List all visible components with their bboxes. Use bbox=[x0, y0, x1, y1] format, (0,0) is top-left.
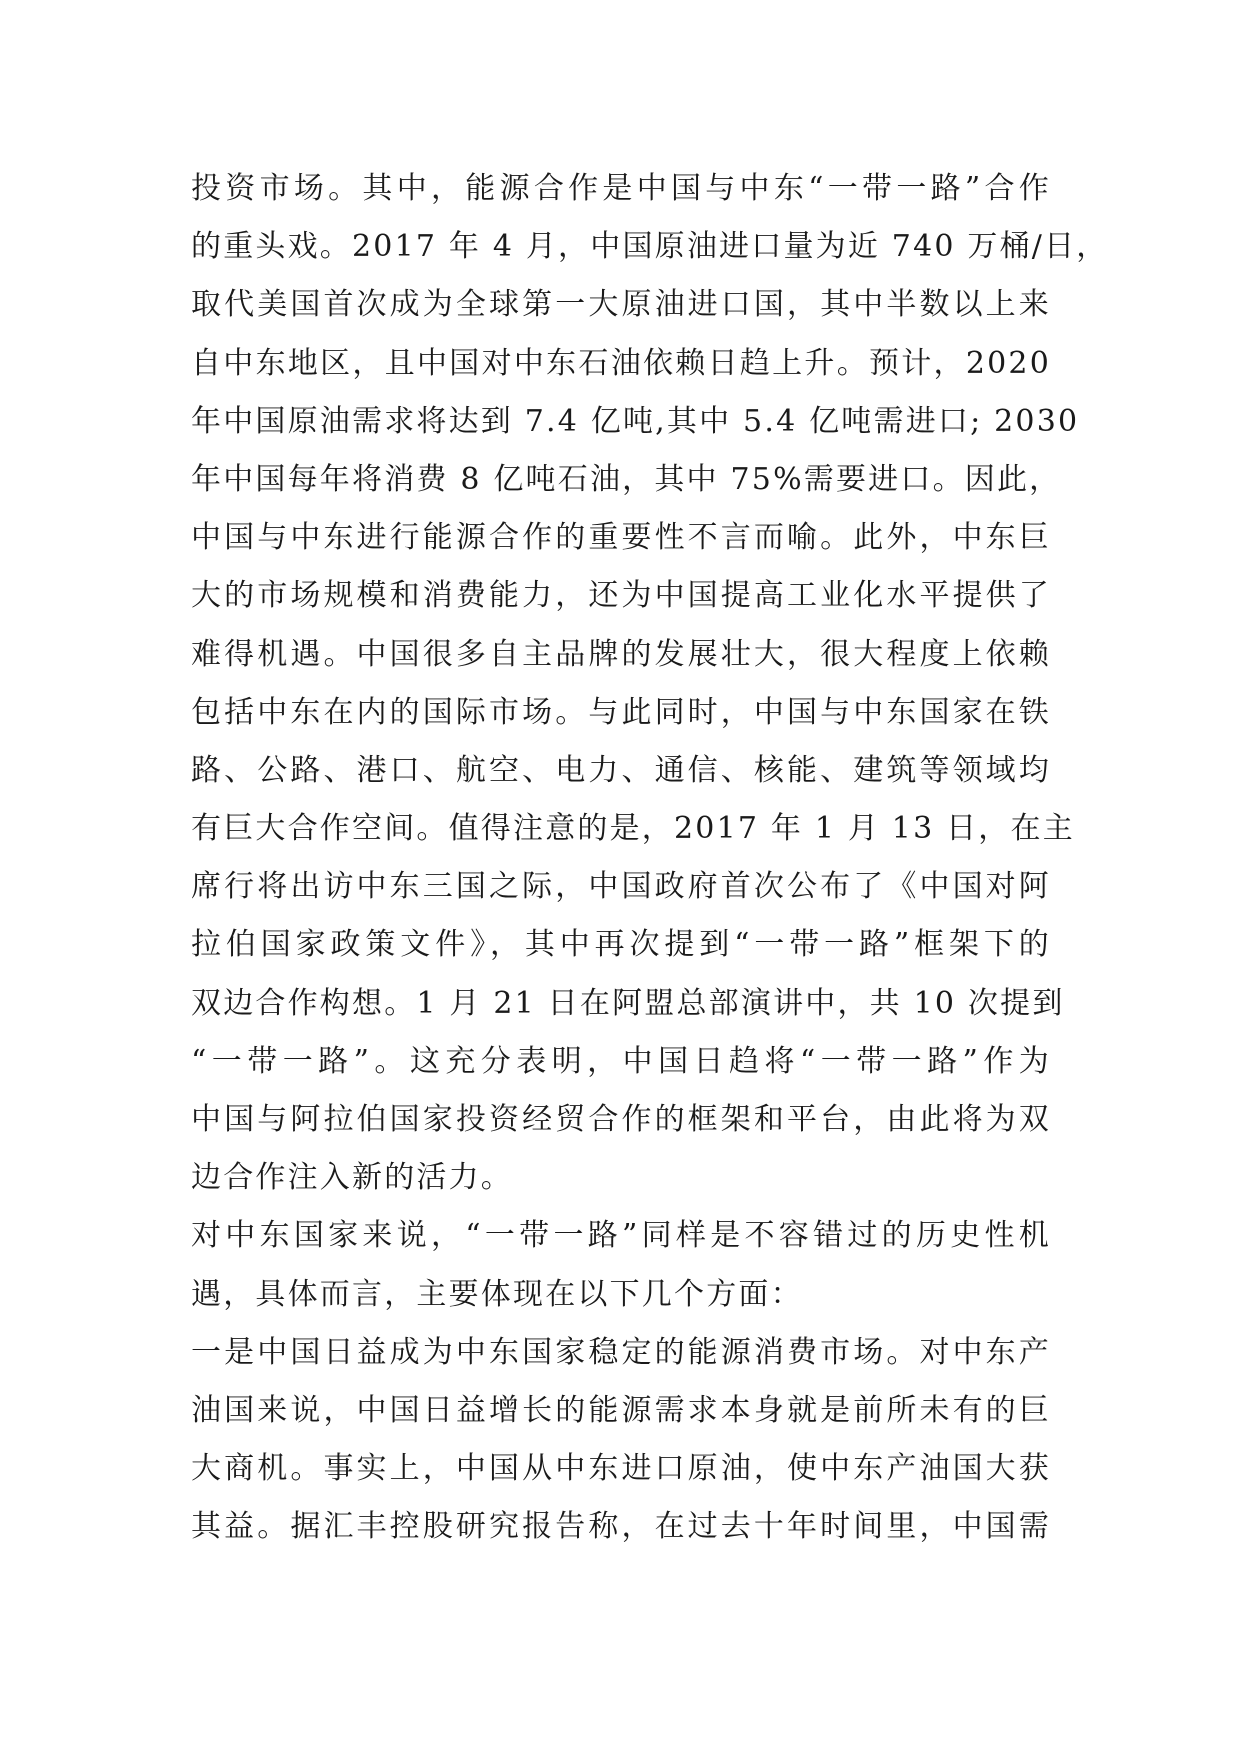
text-line: 难得机遇。中国很多自主品牌的发展壮大，很大程度上依赖 bbox=[191, 636, 1051, 672]
text-line: 路、公路、港口、航空、电力、通信、核能、建筑等领域均 bbox=[191, 752, 1051, 788]
text-line: 大商机。事实上，中国从中东进口原油，使中东产油国大获 bbox=[191, 1451, 1051, 1487]
text-line: 包括中东在内的国际市场。与此同时，中国与中东国家在铁 bbox=[191, 694, 1051, 730]
text-line: “一带一路”。这充分表明，中国日趋将“一带一路”作为 bbox=[191, 1043, 1051, 1079]
text-line: 拉伯国家政策文件》，其中再次提到“一带一路”框架下的 bbox=[191, 927, 1051, 963]
body-text bbox=[191, 160, 1109, 1557]
text-line: 双边合作构想。1 月 21 日在阿盟总部演讲中，共 10 次提到 bbox=[191, 985, 1065, 1021]
text-line: 油国来说，中国日益增长的能源需求本身就是前所未有的巨 bbox=[191, 1392, 1051, 1428]
text-line: 有巨大合作空间。值得注意的是，2017 年 1 月 13 日，在主 bbox=[191, 811, 1075, 847]
text-line: 自中东地区，且中国对中东石油依赖日趋上升。预计，2020 bbox=[191, 345, 1051, 381]
text-line: 一是中国日益成为中东国家稳定的能源消费市场。对中东产 bbox=[191, 1334, 1051, 1370]
paragraph-end-line: 遇，具体而言，主要体现在以下几个方面： bbox=[191, 1276, 803, 1312]
text-line: 中国与中东进行能源合作的重要性不言而喻。此外，中东巨 bbox=[191, 520, 1051, 556]
text-line: 中国与阿拉伯国家投资经贸合作的框架和平台，由此将为双 bbox=[191, 1102, 1051, 1137]
text-line: 对中东国家来说，“一带一路”同样是不容错过的历史性机 bbox=[191, 1218, 1051, 1254]
text-line: 投资市场。其中，能源合作是中国与中东“一带一路”合作 bbox=[191, 171, 1051, 206]
paragraph-end-line: 边合作注入新的活力。 bbox=[191, 1160, 513, 1196]
text-line: 取代美国首次成为全球第一大原油进口国，其中半数以上来 bbox=[191, 287, 1051, 323]
text-line: 席行将出访中东三国之际，中国政府首次公布了《中国对阿 bbox=[191, 869, 1051, 905]
text-line: 的重头戏。2017 年 4 月，中国原油进口量为近 740 万桶/日， bbox=[191, 229, 1109, 265]
text-line: 其益。据汇丰控股研究报告称，在过去十年时间里，中国需 bbox=[191, 1509, 1051, 1545]
text-line: 大的市场规模和消费能力，还为中国提高工业化水平提供了 bbox=[191, 578, 1051, 614]
text-line: 年中国原油需求将达到 7.4 亿吨,其中 5.4 亿吨需进口; 2030 bbox=[191, 403, 1080, 439]
text-line: 年中国每年将消费 8 亿吨石油，其中 75%需要进口。因此， bbox=[191, 461, 1062, 497]
